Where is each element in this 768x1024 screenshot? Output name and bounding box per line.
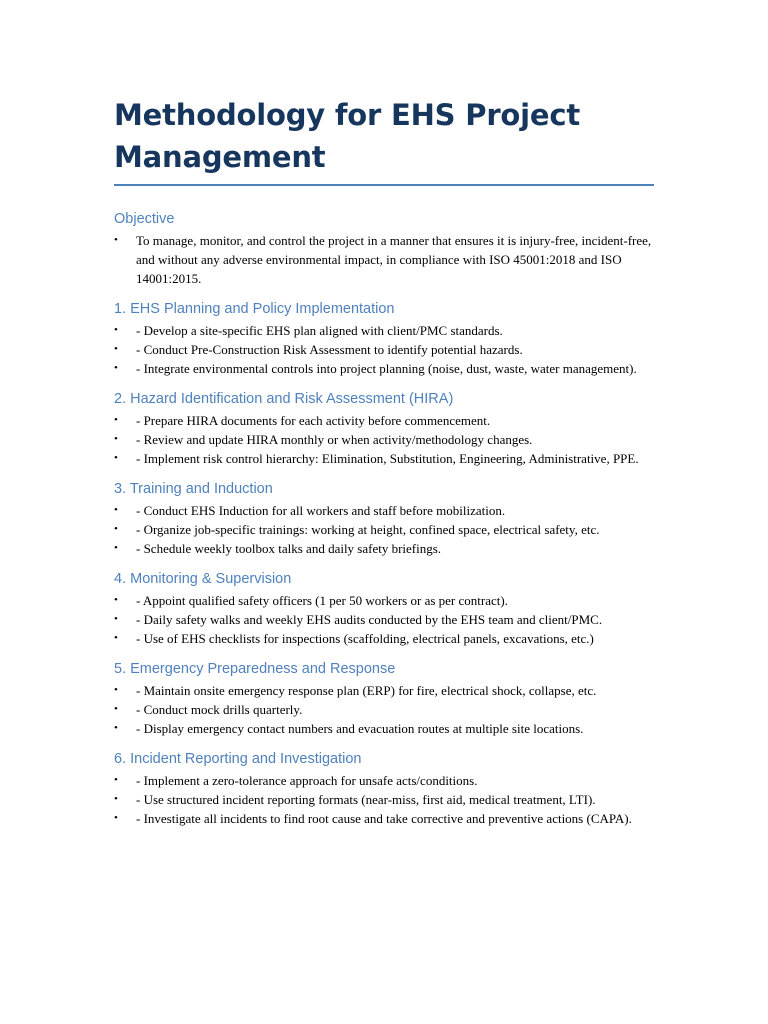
list-item-text: - Conduct Pre-Construction Risk Assessment to identify potential hazards. xyxy=(136,342,523,357)
section-heading: 4. Monitoring & Supervision xyxy=(114,571,292,587)
list-item-text: - Conduct EHS Induction for all workers and staff before mobilization. xyxy=(136,503,506,518)
list-item-text: - Organize job-specific trainings: working at height, confined space, electrical safety, etc. xyxy=(136,522,600,537)
list-item xyxy=(114,610,654,629)
list-item xyxy=(114,520,654,539)
list-item xyxy=(114,539,654,558)
bullet-list xyxy=(114,231,654,288)
section-6 xyxy=(114,750,654,828)
list-item-text: - Prepare HIRA documents for each activity before commencement. xyxy=(136,413,491,428)
list-item-text: - Display emergency contact numbers and evacuation routes at multiple site locations. xyxy=(136,721,584,736)
section-5 xyxy=(114,660,654,738)
document-body xyxy=(114,210,654,828)
section-0 xyxy=(114,210,654,288)
section-heading: Objective xyxy=(114,211,175,227)
bullet-icon: • xyxy=(114,632,118,644)
bullet-icon: • xyxy=(114,793,118,805)
bullet-icon: • xyxy=(114,414,118,426)
bullet-list xyxy=(114,501,654,558)
bullet-icon: • xyxy=(114,362,118,374)
bullet-icon: • xyxy=(114,684,118,696)
list-item-text: - Review and update HIRA monthly or when activity/methodology changes. xyxy=(136,432,533,447)
bullet-icon: • xyxy=(114,812,118,824)
list-item xyxy=(114,501,654,520)
bullet-icon: • xyxy=(114,324,118,336)
list-item xyxy=(114,719,654,738)
list-item xyxy=(114,321,654,340)
list-item xyxy=(114,411,654,430)
bullet-icon: • xyxy=(114,433,118,445)
bullet-icon: • xyxy=(114,343,118,355)
list-item-text: - Appoint qualified safety officers (1 per 50 workers or as per contract). xyxy=(136,593,508,608)
list-item xyxy=(114,231,654,288)
section-heading: 3. Training and Induction xyxy=(114,481,273,497)
list-item-text: - Conduct mock drills quarterly. xyxy=(136,702,303,717)
bullet-icon: • xyxy=(114,594,118,606)
bullet-list xyxy=(114,771,654,828)
bullet-icon: • xyxy=(114,452,118,464)
list-item xyxy=(114,591,654,610)
bullet-list xyxy=(114,321,654,378)
list-item xyxy=(114,340,654,359)
section-heading: 1. EHS Planning and Policy Implementation xyxy=(114,301,395,317)
section-heading: 2. Hazard Identification and Risk Assessment (HIRA) xyxy=(114,391,454,407)
bullet-icon: • xyxy=(114,542,118,554)
list-item xyxy=(114,430,654,449)
section-1 xyxy=(114,300,654,378)
bullet-list xyxy=(114,411,654,468)
list-item-text: - Use structured incident reporting formats (near-miss, first aid, medical treatment, LTI). xyxy=(136,792,596,807)
bullet-icon: • xyxy=(114,504,118,516)
bullet-list xyxy=(114,591,654,648)
list-item-text: - Investigate all incidents to find root cause and take corrective and preventive actions (CAPA). xyxy=(136,811,632,826)
list-item-text: - Develop a site-specific EHS plan aligned with client/PMC standards. xyxy=(136,323,503,338)
list-item xyxy=(114,790,654,809)
bullet-icon: • xyxy=(114,523,118,535)
section-2 xyxy=(114,390,654,468)
list-item-text: - Integrate environmental controls into project planning (noise, dust, waste, water management). xyxy=(136,361,637,376)
list-item-text: - Maintain onsite emergency response plan (ERP) for fire, electrical shock, collapse, etc. xyxy=(136,683,597,698)
section-4 xyxy=(114,570,654,648)
bullet-icon: • xyxy=(114,234,118,246)
bullet-icon: • xyxy=(114,613,118,625)
list-item-text: - Implement risk control hierarchy: Elimination, Substitution, Engineering, Administrative, PPE. xyxy=(136,451,639,466)
section-heading: 5. Emergency Preparedness and Response xyxy=(114,661,396,677)
section-heading: 6. Incident Reporting and Investigation xyxy=(114,751,362,767)
document-page xyxy=(114,94,654,828)
list-item-text: - Use of EHS checklists for inspections (scaffolding, electrical panels, excavations, etc.) xyxy=(136,631,594,646)
list-item xyxy=(114,809,654,828)
list-item-text: - Schedule weekly toolbox talks and daily safety briefings. xyxy=(136,541,442,556)
list-item-text: To manage, monitor, and control the project in a manner that ensures it is injury-free, incident-free, and without any adverse environmental impact, in compliance with ISO 45001:2018 and ISO 14001:2015. xyxy=(136,233,652,286)
bullet-icon: • xyxy=(114,722,118,734)
list-item-text: - Daily safety walks and weekly EHS audits conducted by the EHS team and client/PMC. xyxy=(136,612,603,627)
list-item xyxy=(114,449,654,468)
list-item xyxy=(114,629,654,648)
page-title: Methodology for EHS Project Management xyxy=(114,94,654,186)
list-item xyxy=(114,700,654,719)
section-3 xyxy=(114,480,654,558)
list-item xyxy=(114,359,654,378)
bullet-icon: • xyxy=(114,774,118,786)
bullet-icon: • xyxy=(114,703,118,715)
list-item xyxy=(114,771,654,790)
bullet-list xyxy=(114,681,654,738)
list-item-text: - Implement a zero-tolerance approach for unsafe acts/conditions. xyxy=(136,773,478,788)
list-item xyxy=(114,681,654,700)
